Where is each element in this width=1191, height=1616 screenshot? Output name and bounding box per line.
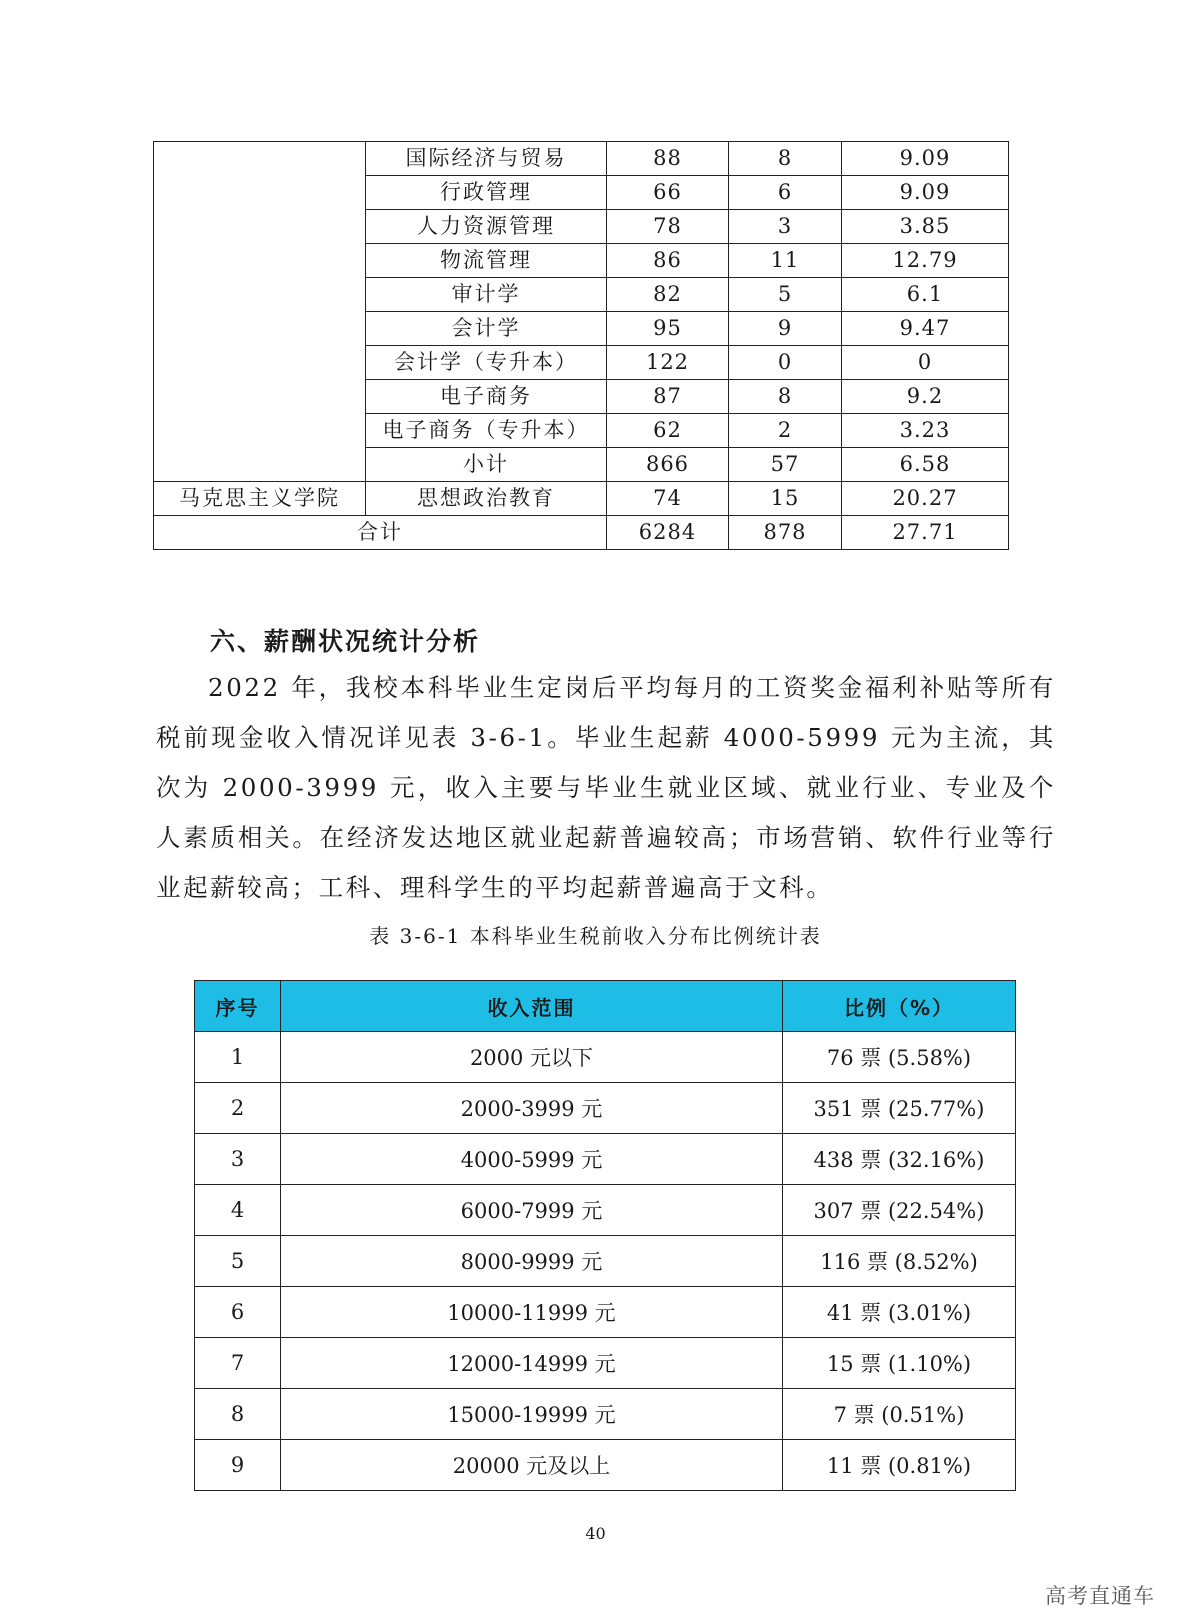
total-label-cell: 合计 [154, 516, 607, 550]
major-cell: 国际经济与贸易 [366, 142, 607, 176]
range-cell: 20000 元及以上 [281, 1440, 783, 1491]
count-cell: 3 [729, 210, 842, 244]
count-cell: 57 [729, 448, 842, 482]
range-cell: 15000-19999 元 [281, 1389, 783, 1440]
major-cell: 电子商务（专升本） [366, 414, 607, 448]
major-cell: 电子商务 [366, 380, 607, 414]
range-cell: 2000 元以下 [281, 1032, 783, 1083]
ratio-cell: 7 票 (0.51%) [783, 1389, 1016, 1440]
rate-cell: 12.79 [842, 244, 1009, 278]
employment-table [153, 141, 1009, 550]
major-cell: 物流管理 [366, 244, 607, 278]
no-cell: 9 [195, 1440, 281, 1491]
range-cell: 8000-9999 元 [281, 1236, 783, 1287]
table-row-marx [154, 482, 1009, 516]
ratio-cell: 15 票 (1.10%) [783, 1338, 1016, 1389]
table-row [195, 1440, 1016, 1491]
no-cell: 8 [195, 1389, 281, 1440]
rate-cell: 9.09 [842, 142, 1009, 176]
graduates-cell: 88 [607, 142, 729, 176]
count-cell: 11 [729, 244, 842, 278]
header-range: 收入范围 [281, 981, 783, 1032]
rate-cell: 9.2 [842, 380, 1009, 414]
ratio-cell: 438 票 (32.16%) [783, 1134, 1016, 1185]
range-cell: 6000-7999 元 [281, 1185, 783, 1236]
rate-cell: 9.09 [842, 176, 1009, 210]
graduates-cell: 866 [607, 448, 729, 482]
rate-cell: 27.71 [842, 516, 1009, 550]
count-cell: 15 [729, 482, 842, 516]
no-cell: 5 [195, 1236, 281, 1287]
table-row [195, 1185, 1016, 1236]
graduates-cell: 95 [607, 312, 729, 346]
table-row [154, 142, 1009, 176]
no-cell: 3 [195, 1134, 281, 1185]
watermark-text: 高考直通车 [1045, 1584, 1155, 1608]
income-table [194, 980, 1016, 1491]
table-caption: 表 3-6-1 本科毕业生税前收入分布比例统计表 [369, 924, 822, 948]
graduates-cell: 6284 [607, 516, 729, 550]
table-row [195, 1236, 1016, 1287]
count-cell: 6 [729, 176, 842, 210]
table-row-total [154, 516, 1009, 550]
count-cell: 878 [729, 516, 842, 550]
major-cell: 行政管理 [366, 176, 607, 210]
count-cell: 8 [729, 142, 842, 176]
range-cell: 10000-11999 元 [281, 1287, 783, 1338]
graduates-cell: 122 [607, 346, 729, 380]
rate-cell: 9.47 [842, 312, 1009, 346]
no-cell: 1 [195, 1032, 281, 1083]
graduates-cell: 82 [607, 278, 729, 312]
count-cell: 9 [729, 312, 842, 346]
rate-cell: 3.85 [842, 210, 1009, 244]
body-paragraph: 2022 年，我校本科毕业生定岗后平均每月的工资奖金福利补贴等所有税前现金收入情况详见表 3-6-1。毕业生起薪 4000-5999 元为主流，其次为 2000-3999 元，收入主要与毕业生就业区域、就业行业、专业及个人素质相关。在经济发达地区就业起薪普遍较高；市场营销、软件行业等行业起薪较高；工科、理科学生的平均起薪普遍高于文科。 [156, 673, 1056, 902]
no-cell: 7 [195, 1338, 281, 1389]
table-row [195, 1134, 1016, 1185]
major-cell: 人力资源管理 [366, 210, 607, 244]
rate-cell: 20.27 [842, 482, 1009, 516]
count-cell: 2 [729, 414, 842, 448]
graduates-cell: 86 [607, 244, 729, 278]
ratio-cell: 116 票 (8.52%) [783, 1236, 1016, 1287]
graduates-cell: 62 [607, 414, 729, 448]
graduates-cell: 66 [607, 176, 729, 210]
rate-cell: 3.23 [842, 414, 1009, 448]
ratio-cell: 11 票 (0.81%) [783, 1440, 1016, 1491]
graduates-cell: 74 [607, 482, 729, 516]
range-cell: 12000-14999 元 [281, 1338, 783, 1389]
major-cell: 思想政治教育 [366, 482, 607, 516]
count-cell: 8 [729, 380, 842, 414]
major-cell: 审计学 [366, 278, 607, 312]
table-row [195, 1287, 1016, 1338]
no-cell: 4 [195, 1185, 281, 1236]
table-row [195, 1032, 1016, 1083]
major-cell: 小计 [366, 448, 607, 482]
table-header-row [195, 981, 1016, 1032]
graduates-cell: 87 [607, 380, 729, 414]
college-cell-empty [154, 142, 366, 482]
header-no: 序号 [195, 981, 281, 1032]
section-heading: 六、薪酬状况统计分析 [210, 627, 481, 656]
table-row [195, 1389, 1016, 1440]
ratio-cell: 307 票 (22.54%) [783, 1185, 1016, 1236]
range-cell: 2000-3999 元 [281, 1083, 783, 1134]
header-ratio: 比例（%） [783, 981, 1016, 1032]
ratio-cell: 76 票 (5.58%) [783, 1032, 1016, 1083]
count-cell: 0 [729, 346, 842, 380]
rate-cell: 6.1 [842, 278, 1009, 312]
page-number: 40 [585, 1524, 606, 1543]
college-cell: 马克思主义学院 [154, 482, 366, 516]
table-row [195, 1083, 1016, 1134]
ratio-cell: 351 票 (25.77%) [783, 1083, 1016, 1134]
graduates-cell: 78 [607, 210, 729, 244]
major-cell: 会计学 [366, 312, 607, 346]
table-row [195, 1338, 1016, 1389]
no-cell: 2 [195, 1083, 281, 1134]
rate-cell: 0 [842, 346, 1009, 380]
major-cell: 会计学（专升本） [366, 346, 607, 380]
count-cell: 5 [729, 278, 842, 312]
ratio-cell: 41 票 (3.01%) [783, 1287, 1016, 1338]
rate-cell: 6.58 [842, 448, 1009, 482]
no-cell: 6 [195, 1287, 281, 1338]
range-cell: 4000-5999 元 [281, 1134, 783, 1185]
